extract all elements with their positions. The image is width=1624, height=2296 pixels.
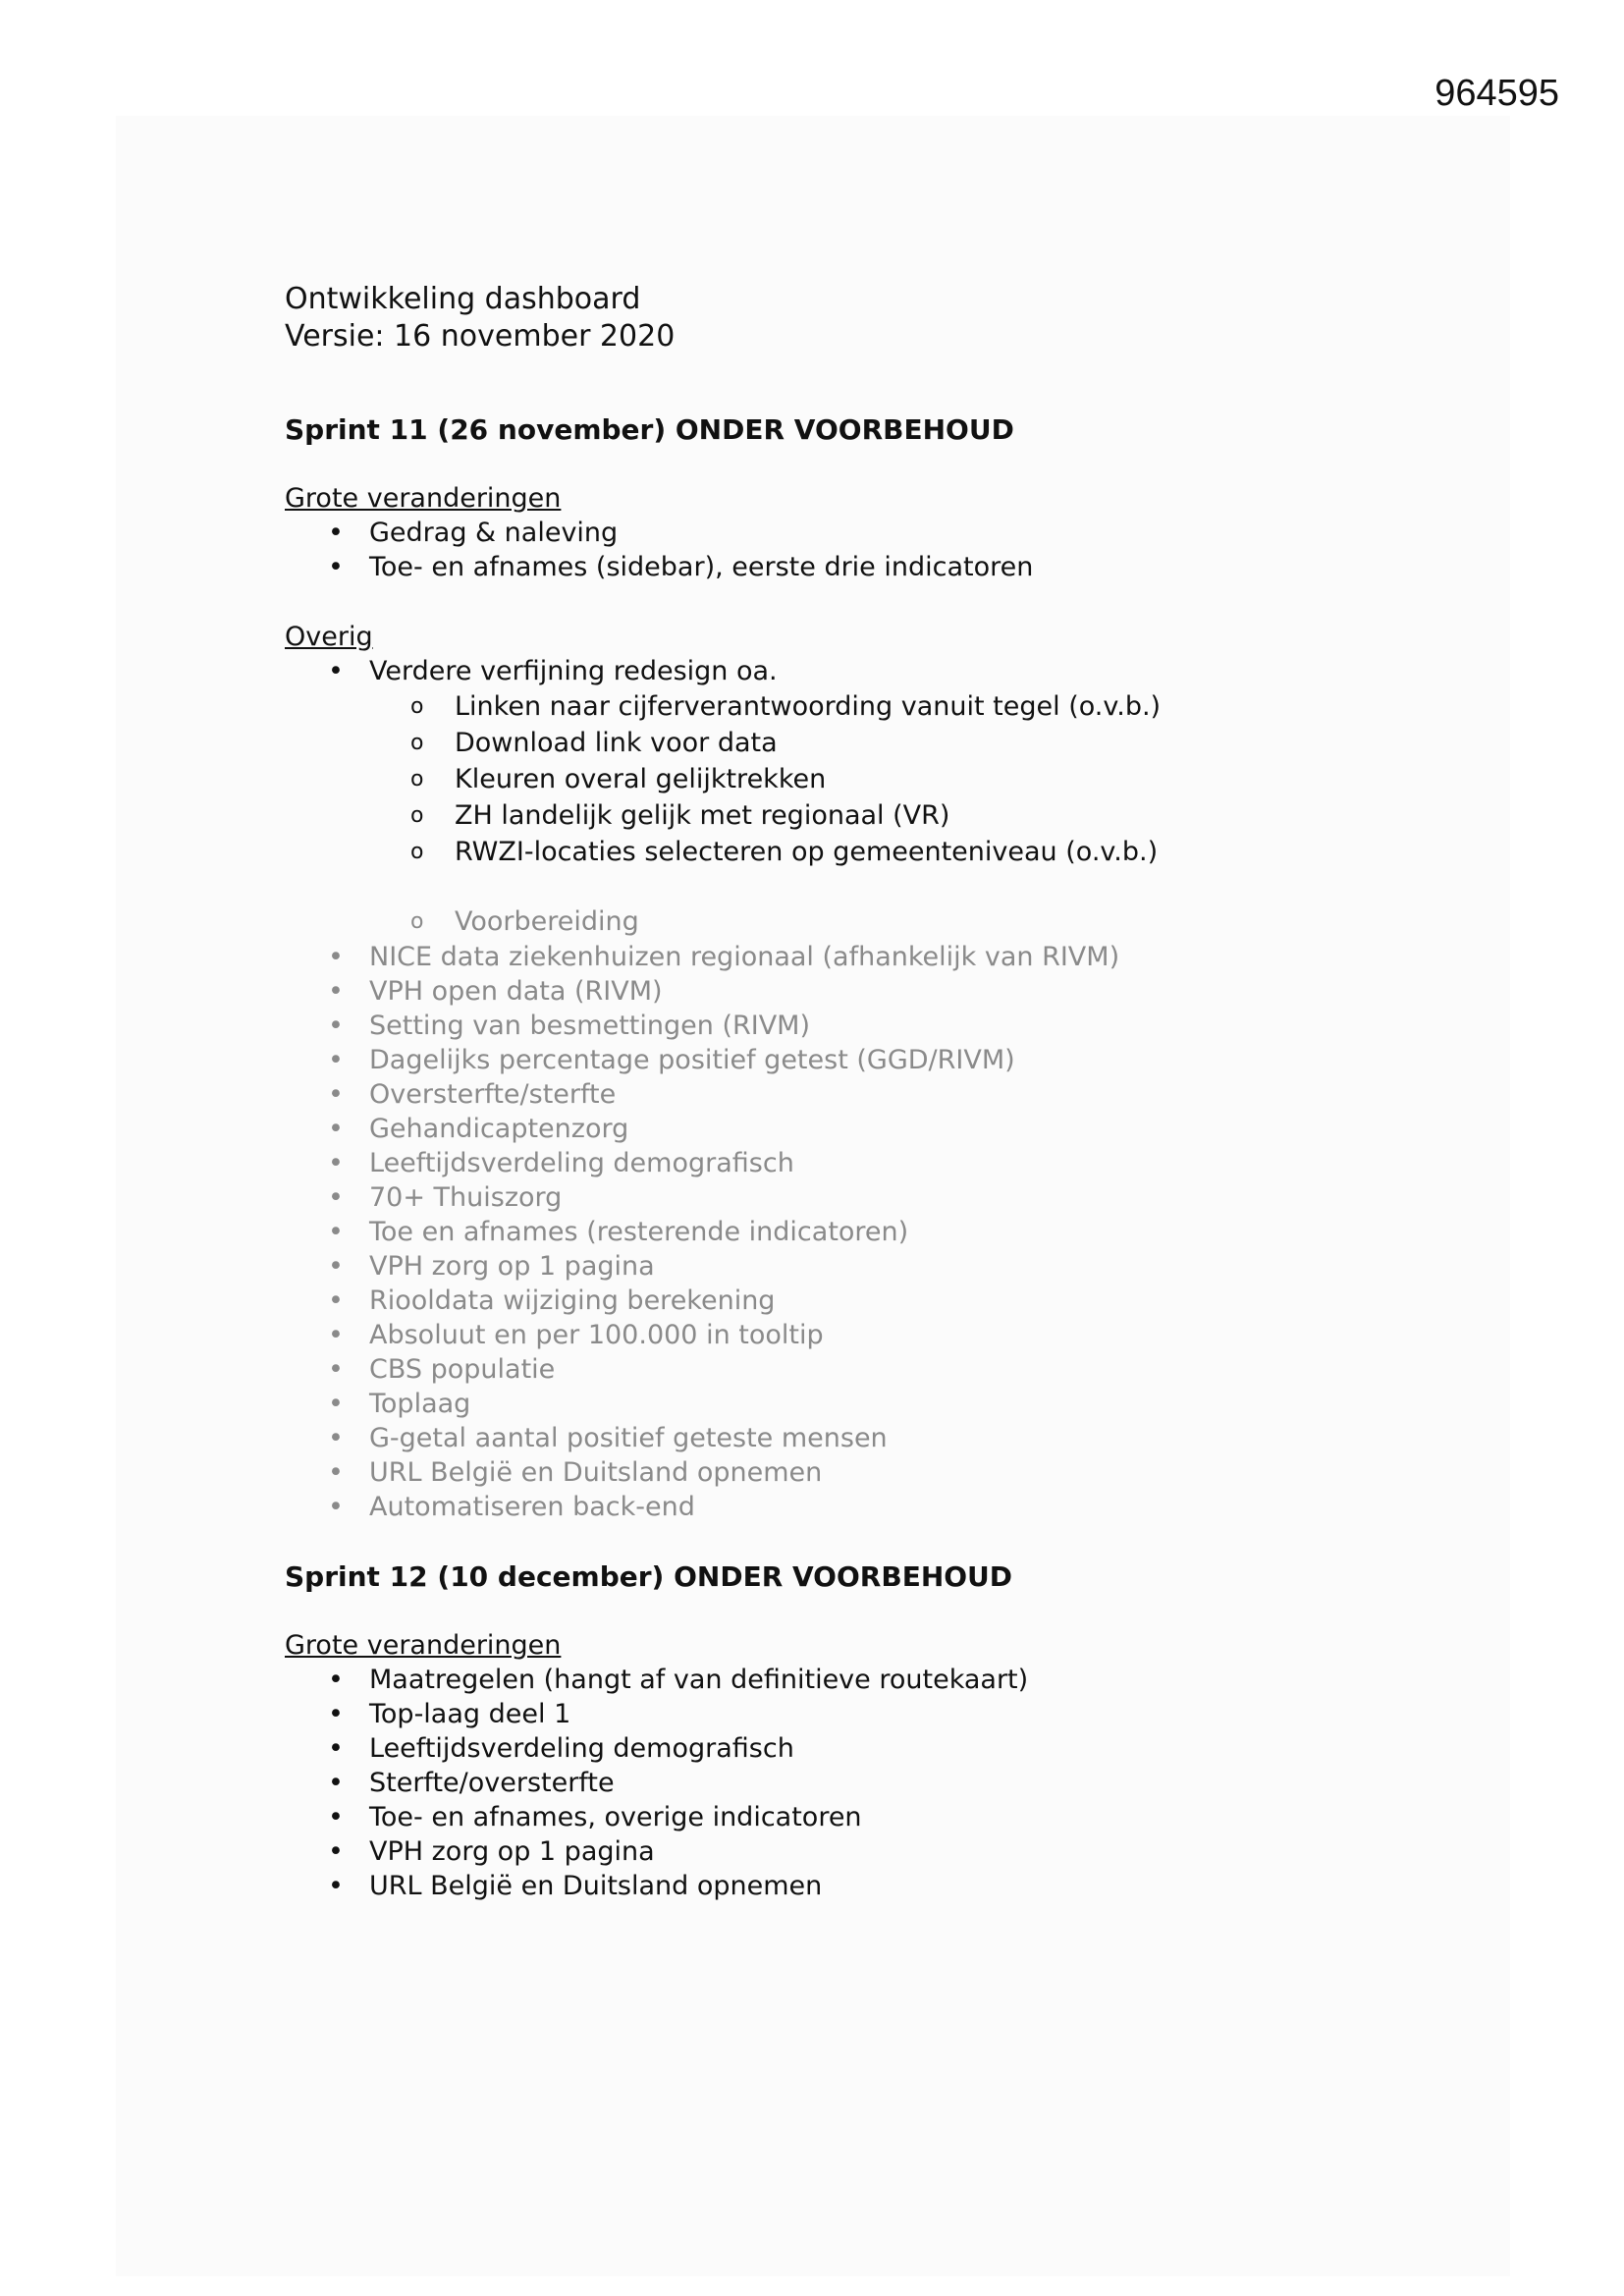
list-item: • Dagelijks percentage positief getest (GGD/RIVM) (285, 1043, 1414, 1077)
list-item: • Leeftijdsverdeling demografisch (285, 1731, 1414, 1766)
list-item: • Gehandicaptenzorg (285, 1112, 1414, 1146)
sub-list-item: o Voorbereiding (285, 903, 1414, 940)
sub-list-item: o Linken naar cijferverantwoording vanuit tegel (o.v.b.) (285, 688, 1414, 725)
list-item: • VPH open data (RIVM) (285, 974, 1414, 1009)
sprint-11-grote-veranderingen-heading: Grote veranderingen (285, 483, 562, 514)
list-item: • Toe- en afnames (sidebar), eerste drie indicatoren (285, 550, 1414, 584)
sub-list-item: o Download link voor data (285, 725, 1414, 761)
document-title: Ontwikkeling dashboard (285, 282, 641, 316)
list-item: • URL België en Duitsland opnemen (285, 1869, 1414, 1903)
list-item: • Top-laag deel 1 (285, 1697, 1414, 1731)
list-item: • Automatiseren back-end (285, 1490, 1414, 1524)
list-item: • Riooldata wijziging berekening (285, 1284, 1414, 1318)
list-item: • NICE data ziekenhuizen regionaal (afhankelijk van RIVM) (285, 940, 1414, 974)
sprint-12-grote-veranderingen-heading: Grote veranderingen (285, 1630, 562, 1661)
list-item: • Toe en afnames (resterende indicatoren) (285, 1215, 1414, 1249)
list-item: • Gedrag & naleving (285, 516, 1414, 550)
sprint-11-heading: Sprint 11 (26 november) ONDER VOORBEHOUD (285, 413, 1014, 446)
sprint-12-grote-veranderingen-list (285, 1663, 1414, 1903)
list-item: • Toe- en afnames, overige indicatoren (285, 1800, 1414, 1834)
list-item: • Maatregelen (hangt af van definitieve routekaart) (285, 1663, 1414, 1697)
list-item: • Setting van besmettingen (RIVM) (285, 1009, 1414, 1043)
document-id: 964595 (1435, 73, 1559, 114)
sprint-11-overig-heading: Overig (285, 622, 373, 652)
sub-list-item: o Kleuren overal gelijktrekken (285, 761, 1414, 797)
document-version: Versie: 16 november 2020 (285, 319, 676, 354)
list-item: • URL België en Duitsland opnemen (285, 1455, 1414, 1490)
document-body (285, 281, 1414, 1903)
sprint-11-grote-veranderingen-list (285, 516, 1414, 584)
list-item: • Toplaag (285, 1387, 1414, 1421)
sub-list-item: o RWZI-locaties selecteren op gemeenteniveau (o.v.b.) (285, 834, 1414, 870)
sub-list-item: o ZH landelijk gelijk met regionaal (VR) (285, 797, 1414, 834)
sprint-11-voorbereiding-list (285, 903, 1414, 1524)
list-item: • VPH zorg op 1 pagina (285, 1834, 1414, 1869)
sprint-12-heading: Sprint 12 (10 december) ONDER VOORBEHOUD (285, 1560, 1013, 1593)
list-item: • Leeftijdsverdeling demografisch (285, 1146, 1414, 1180)
list-item: • Oversterfte/sterfte (285, 1077, 1414, 1112)
list-item: • CBS populatie (285, 1352, 1414, 1387)
list-item: • Sterfte/oversterfte (285, 1766, 1414, 1800)
list-item: • 70+ Thuiszorg (285, 1180, 1414, 1215)
list-item: • VPH zorg op 1 pagina (285, 1249, 1414, 1284)
list-item: • Verdere verfijning redesign oa. (285, 654, 1414, 688)
list-item: • Absoluut en per 100.000 in tooltip (285, 1318, 1414, 1352)
sprint-11-overig-list (285, 654, 1414, 870)
list-item: • G-getal aantal positief geteste mensen (285, 1421, 1414, 1455)
